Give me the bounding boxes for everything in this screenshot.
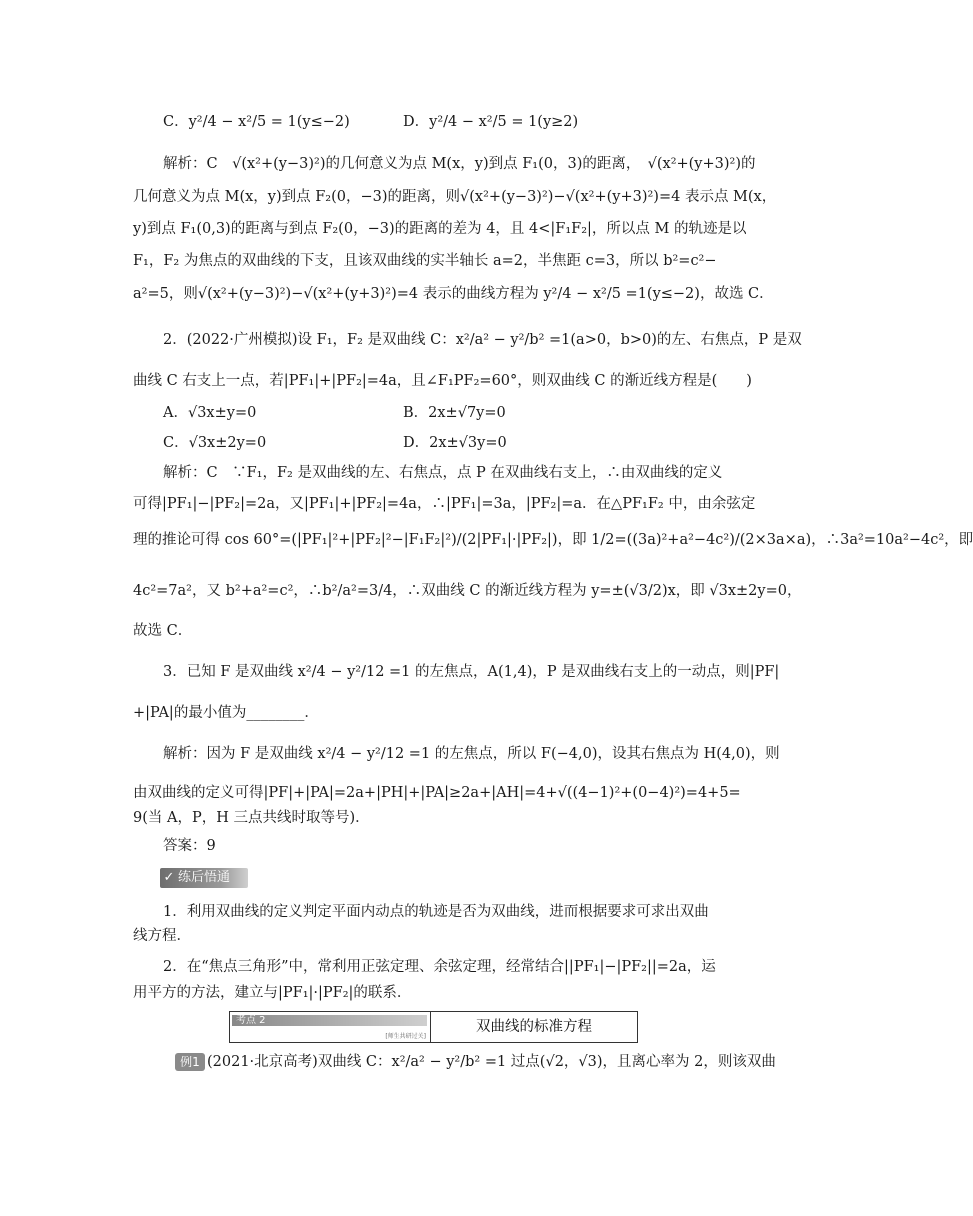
check-icon: ✓ bbox=[163, 870, 175, 885]
option-a: A．√3x±y=0 bbox=[163, 405, 257, 421]
summary-point2-line1: 2．在“焦点三角形”中，常利用正弦定理、余弦定理，经常结合||PF₁|−|PF₂||=2a，运 bbox=[163, 959, 716, 975]
section-tag: 考点 2 bbox=[232, 1015, 427, 1026]
question3-line1: 3．已知 F 是双曲线 x²/4 − y²/12 =1 的左焦点，A(1,4)，P 是双曲线右支上的一动点，则|PF| bbox=[163, 664, 780, 680]
question2-line1: 2．(2022·广州模拟)设 F₁，F₂ 是双曲线 C：x²/a² − y²/b² =1(a>0，b>0)的左、右焦点，P 是双 bbox=[163, 332, 802, 348]
option-d-top: D．y²/4 − x²/5 = 1(y≥2) bbox=[403, 114, 579, 130]
option-b: B．2x±√7y=0 bbox=[403, 405, 506, 421]
summary-point2-line2: 用平方的方法，建立与|PF₁|·|PF₂|的联系． bbox=[133, 985, 412, 1001]
solution1-line4: F₁，F₂ 为焦点的双曲线的下支，且该双曲线的实半轴长 a=2，半焦距 c=3，所以 b²=c²− bbox=[133, 253, 717, 269]
summary-badge-label: 练后悟通 bbox=[178, 870, 231, 885]
summary-point1-line1: 1．利用双曲线的定义判定平面内动点的轨迹是否为双曲线，进而根据要求可求出双曲 bbox=[163, 904, 709, 920]
solution1-line5: a²=5，则√(x²+(y−3)²)−√(x²+(y+3)²)=4 表示的曲线方程为 y²/4 − x²/5 =1(y≤−2)，故选 C． bbox=[133, 286, 774, 302]
solution3-line2: 由双曲线的定义可得|PF|+|PA|=2a+|PH|+|PA|≥2a+|AH|=4+√((4−1)²+(0−4)²)=4+5= bbox=[133, 785, 741, 801]
solution1-line1: 解析：C √(x²+(y−3)²)的几何意义为点 M(x，y)到点 F₁(0，3)的距离， √(x²+(y+3)²)的 bbox=[163, 156, 756, 172]
answer-line: 答案：9 bbox=[163, 838, 216, 854]
solution1-line2: 几何意义为点 M(x，y)到点 F₂(0，−3)的距离，则√(x²+(y−3)²)−√(x²+(y+3)²)=4 表示点 M(x， bbox=[133, 189, 777, 205]
summary-point1-line2: 线方程． bbox=[133, 928, 191, 944]
solution2-line3: 理的推论可得 cos 60°=(|PF₁|²+|PF₂|²−|F₁F₂|²)/(2|PF₁|·|PF₂|)，即 1/2=((3a)²+a²−4c²)/(2×3a×a)，∴3a²=10a²−4c²，即 bbox=[133, 532, 973, 548]
solution3-line1: 解析：因为 F 是双曲线 x²/4 − y²/12 =1 的左焦点，所以 F(−4,0)，设其右焦点为 H(4,0)，则 bbox=[163, 746, 780, 762]
section-subtag: [师生共研过关] bbox=[385, 1033, 426, 1040]
section-title: 双曲线的标准方程 bbox=[476, 1019, 592, 1035]
example-line1: (2021·北京高考)双曲线 C：x²/a² − y²/b² =1 过点(√2，√3)，且离心率为 2，则该双曲 bbox=[207, 1054, 776, 1070]
section-header bbox=[229, 1011, 638, 1043]
solution2-line1: 解析：C ∵F₁，F₂ 是双曲线的左、右焦点，点 P 在双曲线右支上，∴由双曲线的定义 bbox=[163, 465, 723, 481]
solution2-line2: 可得|PF₁|−|PF₂|=2a，又|PF₁|+|PF₂|=4a，∴|PF₁|=3a，|PF₂|=a．在△PF₁F₂ 中，由余弦定 bbox=[133, 496, 756, 512]
solution2-line4: 4c²=7a²，又 b²+a²=c²，∴b²/a²=3/4，∴双曲线 C 的渐近线方程为 y=±(√3/2)x，即 √3x±2y=0， bbox=[133, 583, 802, 599]
example-badge: 例1 bbox=[175, 1053, 205, 1071]
question2-line2: 曲线 C 右支上一点，若|PF₁|+|PF₂|=4a，且∠F₁PF₂=60°，则双曲线 C 的渐近线方程是( ) bbox=[133, 373, 752, 389]
solution3-line3: 9(当 A，P，H 三点共线时取等号)． bbox=[133, 810, 370, 826]
question3-line2: +|PA|的最小值为________． bbox=[133, 705, 319, 721]
section-tag-box bbox=[230, 1012, 431, 1042]
summary-badge bbox=[160, 868, 248, 888]
option-c: C．√3x±2y=0 bbox=[163, 435, 267, 451]
solution1-line3: y)到点 F₁(0,3)的距离与到点 F₂(0，−3)的距离的差为 4，且 4<|F₁F₂|，所以点 M 的轨迹是以 bbox=[133, 221, 747, 237]
option-d: D．2x±√3y=0 bbox=[403, 435, 507, 451]
solution2-line5: 故选 C． bbox=[133, 623, 193, 639]
option-c-top: C．y²/4 − x²/5 = 1(y≤−2) bbox=[163, 114, 350, 130]
